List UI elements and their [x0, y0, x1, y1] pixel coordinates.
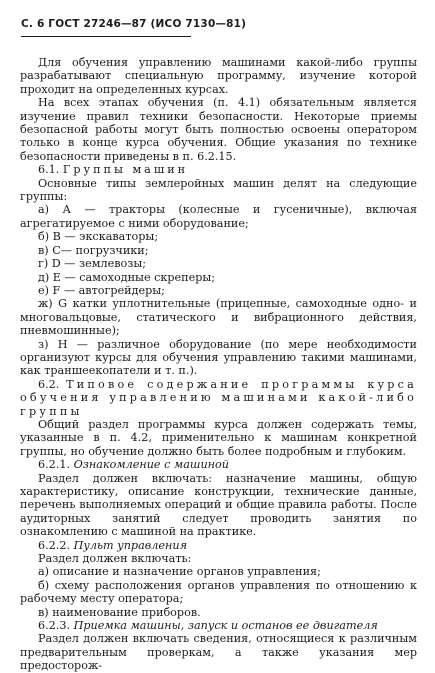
- list-item-h: з) Н — различное оборудование (по мере необходимости организуют курсы для обучения управлению такими машинами, как траншеекопатели и т. п.).: [20, 337, 417, 378]
- section-6-2-2-number: 6.2.2.: [38, 538, 71, 552]
- list-item-3: в) наименование приборов.: [38, 605, 201, 619]
- section-6-1-title: Группы машин: [62, 163, 189, 177]
- list-item-e: д) Е — самоходные скреперы;: [38, 270, 216, 284]
- section-6-2-1-heading: [20, 458, 417, 471]
- paragraph-4: Общий раздел программы курса должен содержать темы, указанные в п. 4.2, применительно к машинам конкретной группы, но обучение должно быть более подробным и глубоким.: [20, 417, 417, 458]
- section-6-2-3-number: 6.2.3.: [38, 619, 71, 633]
- document-body: [20, 56, 417, 673]
- paragraph-7: Раздел должен включать сведения, относящиеся к различным предварительным проверкам, а также указания мер предосторож-: [20, 632, 417, 673]
- section-6-2-title: Типовое содержание программы курса обучения управлению машинами какой-либо группы: [20, 377, 417, 418]
- section-6-1-number: 6.1.: [38, 163, 60, 177]
- list-item-2: б) схему расположения органов управления по отношению к рабочему месту оператора;: [20, 578, 417, 606]
- section-6-2-number: 6.2.: [38, 377, 60, 391]
- section-6-1-heading: [20, 163, 417, 176]
- list-item-1: а) описание и назначение органов управления;: [38, 565, 321, 579]
- paragraph-5: Раздел должен включать: назначение машины, общую характеристику, описание конструкции, технические данные, перечень выполняемых операций и общие правила работы. После аудиторных занятий следует проводить занятия по ознакомлению с машиной на практике.: [20, 471, 417, 539]
- list-item-c: в) С— погрузчики;: [38, 243, 149, 257]
- list-item-b: б) В — экскаваторы;: [38, 230, 159, 244]
- paragraph-1: Для обучения управлению машинами какой-либо группы разрабатывают специальную программу, изучение которой проходит на определенных курсах.: [20, 56, 417, 96]
- section-6-2-3-heading: [20, 619, 417, 632]
- paragraph-2: На всех этапах обучения (п. 4.1) обязательным является изучение правил техники безопасности. Некоторые приемы безопасной работы могут быть полностью освоены оператором только в конце курса обучения. Общие указания по технике безопасности приведены в п. 6.2.15.: [20, 96, 417, 163]
- list-item-f: е) F — автогрейдеры;: [38, 283, 165, 297]
- section-6-2-heading: [20, 378, 417, 418]
- section-6-2-1-number: 6.2.1.: [38, 458, 71, 472]
- section-6-2-3-title: Приемка машины, запуск и останов ее двигателя: [73, 619, 378, 633]
- header-rule: [21, 36, 191, 37]
- section-6-2-2-title: Пульт управления: [73, 538, 187, 552]
- section-6-2-1-title: Ознакомление с машиной: [73, 458, 229, 472]
- section-6-2-2-heading: [20, 539, 417, 552]
- list-item-g: ж) G катки уплотнительные (прицепные, самоходные одно- и многовальцовые, статического и вибрационного действия, пневмошинные);: [20, 297, 417, 338]
- page-header: С. 6 ГОСТ 27246—87 (ИСО 7130—81): [21, 18, 247, 30]
- paragraph-6: Раздел должен включать:: [38, 552, 192, 566]
- paragraph-3: Основные типы землеройных машин делят на следующие группы:: [20, 176, 417, 204]
- list-item-a: а) А — тракторы (колесные и гусеничные), включая агрегатируемое с ними оборудование;: [20, 203, 417, 230]
- list-item-d: г) D — землевозы;: [38, 257, 147, 271]
